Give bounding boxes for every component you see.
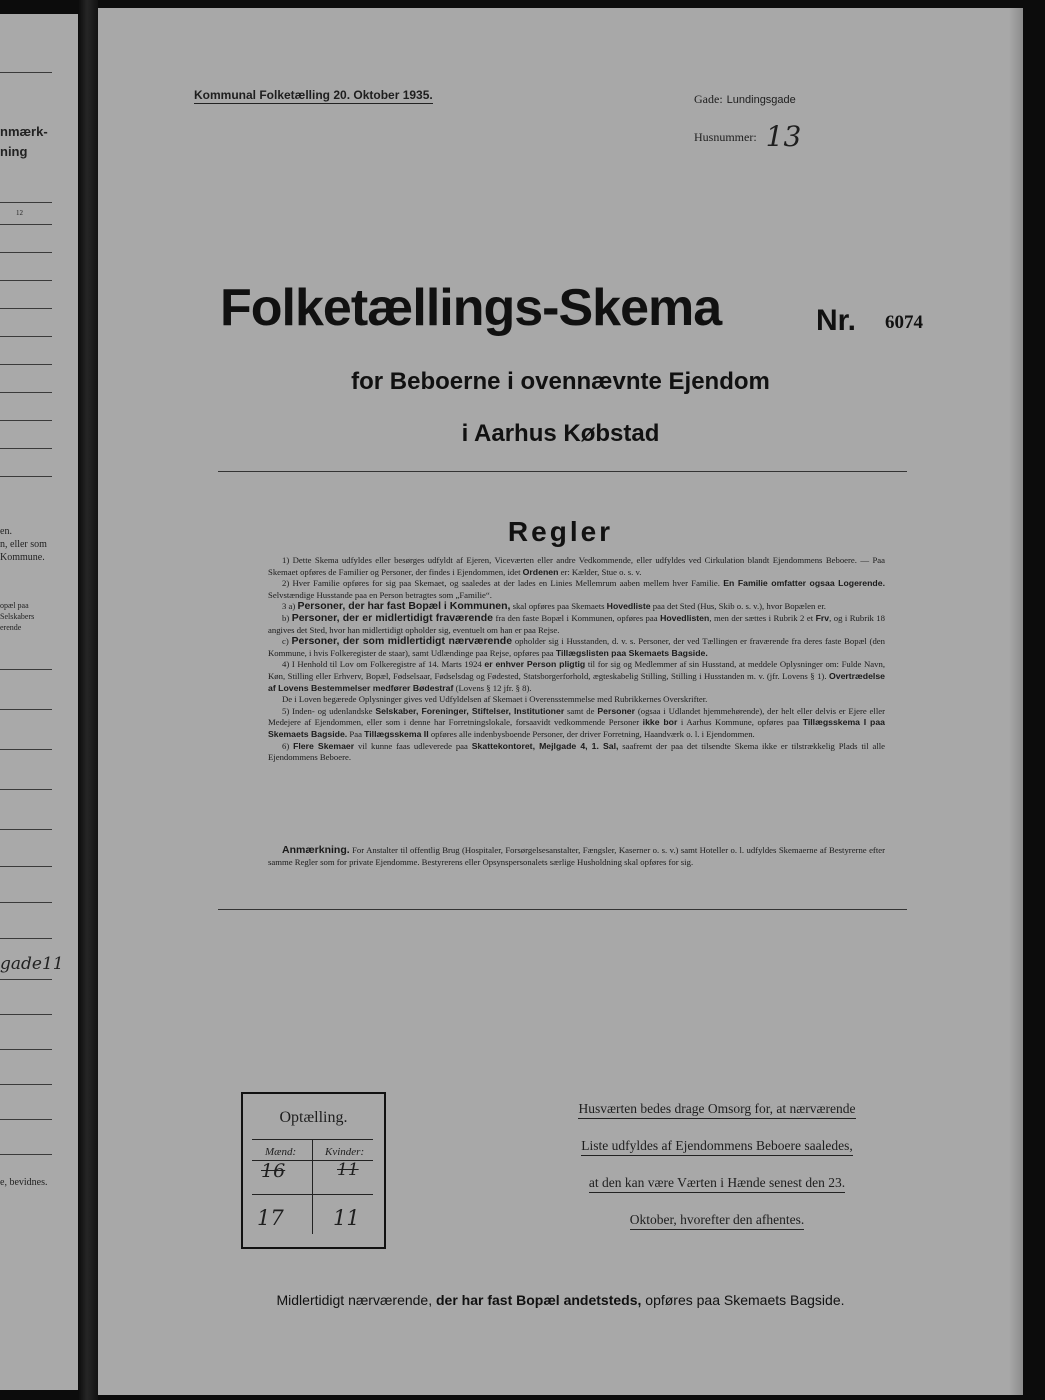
- form-subtitle-city: i Aarhus Købstad: [461, 420, 660, 447]
- house-number-label: Husnummer:: [694, 130, 757, 144]
- rule-4-note: De i Loven begærede Oplysninger gives ved Udfyldelsen af Skemaet i Overensstemmelse med Rubrikkernes Overskrifter.: [282, 694, 708, 705]
- rule-5: 5) Inden- og udenlandske Selskaber, Foreninger, Stiftelser, Institutioner samt de Personer (ogsaa i Udlandet hjemmehørende), der helt eller delvis er Ejere eller Medejere af Ejendommen, eller som i denne har Forretningslokale, forsaavidt vedkommende Personer ikke bor i Aarhus Kommune, opføres paa Tillægsskema I paa Skemaets Bagside. Paa Tillægsskema II opføres alle indenbysboende Personer, der driver Forretning, Haandværk o. l. i Ejendommen.: [268, 705, 885, 739]
- ruled-line: [0, 938, 52, 939]
- count-box-title: Optælling.: [279, 1109, 348, 1126]
- divider: [218, 909, 907, 910]
- women-count: 11: [333, 1206, 360, 1230]
- left-fragment-text: nmærk-: [0, 124, 48, 139]
- street-label: Gade:: [694, 92, 723, 106]
- men-count-struck: 16: [261, 1160, 286, 1182]
- landlord-note-line: Oktober, hvorefter den afhentes.: [544, 1212, 890, 1249]
- landlord-note: [544, 1101, 890, 1249]
- left-fragment-text: Kommune.: [0, 552, 45, 563]
- ruled-line: [0, 979, 52, 980]
- count-box-rule: [252, 1194, 373, 1195]
- men-label: Mænd:: [265, 1146, 297, 1158]
- landlord-note-line: Liste udfyldes af Ejendommens Beboere saaledes,: [544, 1138, 890, 1175]
- women-count-struck: 11: [337, 1160, 359, 1180]
- left-fragment-text: erende: [0, 623, 22, 632]
- ruled-line: [0, 829, 52, 830]
- ruled-line: [0, 420, 52, 421]
- ruled-line: [0, 1049, 52, 1050]
- street-field: [694, 92, 796, 107]
- count-box-column-divider: [312, 1139, 313, 1234]
- form-title: Folketællings-Skema: [220, 279, 722, 337]
- census-title: Kommunal Folketælling 20. Oktober 1935.: [194, 88, 433, 102]
- ruled-line: [0, 902, 52, 903]
- form-subtitle: for Beboerne i ovennævnte Ejendom: [351, 368, 770, 395]
- ruled-line: [0, 1119, 52, 1120]
- ruled-line: [0, 1014, 52, 1015]
- rule-4: 4) I Henhold til Lov om Folkeregistre af 14. Marts 1924 er enhver Person pligtig til for sig og Medlemmer af sin Husstand, at meddele Oplysninger om: Fulde Navn, Køn, Stilling eller Erhverv, Bopæl, Fødselsaar, Fødselsdag og Fødested, Statsborgerforhold, ægteskabelig Stilling, Stilling i Husstanden m. v. (jfr. Lovens § 1). Overtrædelse af Lovens Bestemmelser medfører Bødestraf (Lovens § 12 jfr. § 8).: [268, 659, 885, 693]
- ruled-line: [0, 392, 52, 393]
- women-label: Kvinder:: [325, 1146, 365, 1158]
- ruled-line: [0, 866, 52, 867]
- rule-3b: b) Personer, der er midlertidigt fraværende fra den faste Bopæl i Kommunen, opføres paa Hovedlisten, men der sættes i Rubrik 2 et Frv, og i Rubrik 18 angives det Sted, hvor han midlertidigt opholder sig, eventuelt om han er paa Rejse.: [268, 611, 885, 635]
- rule-3a: 3 a) Personer, der har fast Bopæl i Kommunen, skal opføres paa Skemaets Hovedliste paa det Sted (Hus, Skib o. s. v.), hvor Bopælen er.: [282, 600, 826, 613]
- form-number-value: 6074: [885, 312, 923, 333]
- rule-1: 1) Dette Skema udfyldes eller besørges udfyldt af Ejeren, Viceværten eller andre Vedkommende, eller udfyldes ved Cirkulation blandt Ejendommens Beboere. — Paa Skemaet opføres de Familier og Personer, der findes i Ejendommen, idet Ordenen er: Kælder, Stue o. s. v.: [268, 555, 885, 577]
- census-form-page: [98, 8, 1023, 1395]
- remark-label: Anmærkning.: [282, 844, 350, 856]
- ruled-line: [0, 669, 52, 670]
- footer-note: Midlertidigt nærværende, der har fast Bopæl andetsteds, opføres paa Skemaets Bagside.: [276, 1292, 845, 1308]
- house-number-value: 13: [765, 120, 802, 153]
- ruled-line: [0, 789, 52, 790]
- page-edge-shadow: [1009, 8, 1023, 1395]
- ruled-line: [0, 448, 52, 449]
- men-count: 17: [257, 1206, 284, 1230]
- rule-2: 2) Hver Familie opføres for sig paa Skemaet, og saaledes at der lades en Linies Mellemrum aaben mellem hver Familie. En Familie omfatter ogsaa Logerende. Selvstændige Husstande paa en Person betragtes som „Familie“.: [268, 578, 885, 600]
- landlord-note-line: at den kan være Værten i Hænde senest den 23.: [544, 1175, 890, 1212]
- divider: [218, 471, 907, 472]
- left-fragment-text: opæl paa: [0, 601, 29, 610]
- landlord-note-line: Husværten bedes drage Omsorg for, at nærværende: [544, 1101, 890, 1138]
- ruled-line: [0, 280, 52, 281]
- ruled-line: [0, 709, 52, 710]
- ruled-line: [0, 72, 52, 73]
- rule-3c: c) Personer, der som midlertidigt nærværende opholder sig i Husstanden, d. v. s. Personer, der ved Tællingen er fraværende fra deres faste Bopæl (den Kommune, i hvis Folkeregister de staar), samt Udlændinge paa Rejse, opføres paa Tillægslisten paa Skemaets Bagside.: [268, 635, 885, 658]
- ruled-line: [0, 1154, 52, 1155]
- left-fragment-text: e, bevidnes.: [0, 1177, 48, 1188]
- ruled-line: [0, 1084, 52, 1085]
- left-fragment-text: Selskabers: [0, 612, 35, 621]
- book-spine: [78, 0, 98, 1400]
- left-fragment-text: 12: [16, 209, 23, 217]
- facing-page-fragment: [0, 14, 78, 1390]
- ruled-line: [0, 224, 52, 225]
- left-fragment-text: ning: [0, 144, 28, 159]
- ruled-line: [0, 202, 52, 203]
- ruled-line: [0, 364, 52, 365]
- form-number-label: Nr.: [816, 304, 857, 337]
- remark-text: Anmærkning. For Anstalter til offentlig Brug (Hospitaler, Forsørgelsesanstalter, Fængsler, Kaserner o. s. v.) samt Hoteller o. l. udfyldes Skemaerne af Bestyrerne efter samme Regler som for private Ejendomme. Bestyrerens eller Opsynspersonalets særlige Husholdning skal opføres for sig.: [268, 844, 885, 867]
- left-handwritten-fragment: gade11: [0, 954, 64, 974]
- rules-heading: Regler: [507, 516, 614, 547]
- ruled-line: [0, 749, 52, 750]
- ruled-line: [0, 336, 52, 337]
- house-number-field: [694, 120, 801, 153]
- ruled-line: [0, 476, 52, 477]
- left-fragment-text: en.: [0, 526, 12, 537]
- rule-6: 6) Flere Skemaer vil kunne faas udleverede paa Skattekontoret, Mejlgade 4, 1. Sal, saafremt der paa det tilsendte Skema ikke er tilstrækkelig Plads til alle Ejendommens Beboere.: [268, 740, 885, 763]
- ruled-line: [0, 308, 52, 309]
- rules-text: [268, 555, 885, 764]
- count-box: [241, 1092, 386, 1249]
- ruled-line: [0, 252, 52, 253]
- street-value: Lundingsgade: [726, 94, 796, 106]
- left-fragment-text: n, eller som: [0, 539, 47, 550]
